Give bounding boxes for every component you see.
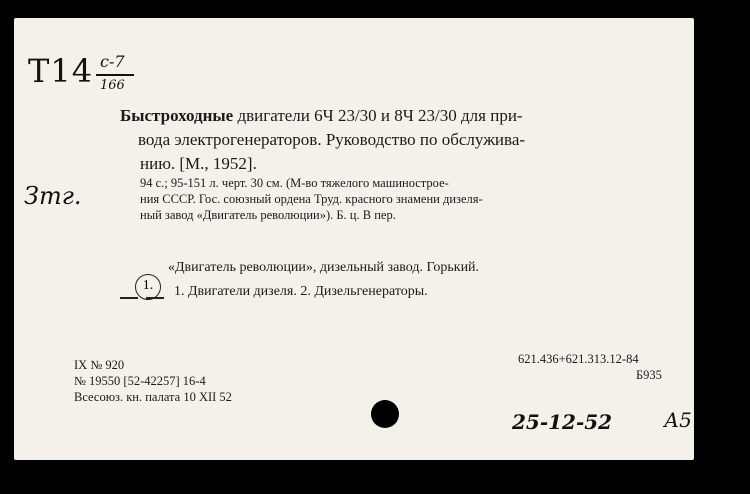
- title-heading-word: Быстроходные: [120, 106, 234, 125]
- description-line-3: ный завод «Двигатель революции»). Б. ц. В пер.: [140, 208, 396, 222]
- handwritten-shelf-mark: А5: [664, 408, 692, 432]
- title-line-3: нию. [М., 1952].: [140, 154, 257, 173]
- dash-2: [146, 297, 164, 299]
- call-number-bottom: 166: [100, 78, 125, 93]
- title-line-1: [120, 106, 523, 126]
- card-punch-hole: [371, 400, 399, 428]
- dash-1: [120, 297, 138, 299]
- record-line-2: № 19550 [52-42257] 16-4: [74, 374, 206, 388]
- title-line-1-rest: двигатели 6Ч 23/30 и 8Ч 23/30 для при-: [237, 106, 523, 125]
- description-line-2: ния СССР. Гос. союзный ордена Труд. красного знамени дизеля-: [140, 192, 483, 206]
- call-number-top: с-7: [100, 52, 125, 71]
- call-number-main: Т14: [28, 52, 94, 90]
- record-line-3: Всесоюз. кн. палата 10 XII 52: [74, 390, 232, 404]
- handwritten-date: 25-12-52: [512, 410, 613, 434]
- side-handwritten-mark: Зтг.: [24, 182, 82, 210]
- classification-number: 621.436+621.313.12-84: [518, 352, 639, 366]
- record-line-1: IX № 920: [74, 358, 125, 372]
- subject-headings: 1. Двигатели дизеля. 2. Дизельгенераторы.: [174, 284, 428, 299]
- entry-number-circle: 1.: [135, 274, 161, 300]
- title-line-2: вода электрогенераторов. Руководство по обслужива-: [138, 130, 526, 149]
- call-number-divider: [96, 74, 134, 76]
- cutter-number: Б935: [636, 368, 662, 382]
- corporate-heading: «Двигатель революции», дизельный завод. Горький.: [168, 260, 480, 275]
- catalog-card: [14, 18, 694, 460]
- description-line-1: 94 с.; 95-151 л. черт. 30 см. (М-во тяжелого машинострое-: [140, 176, 449, 190]
